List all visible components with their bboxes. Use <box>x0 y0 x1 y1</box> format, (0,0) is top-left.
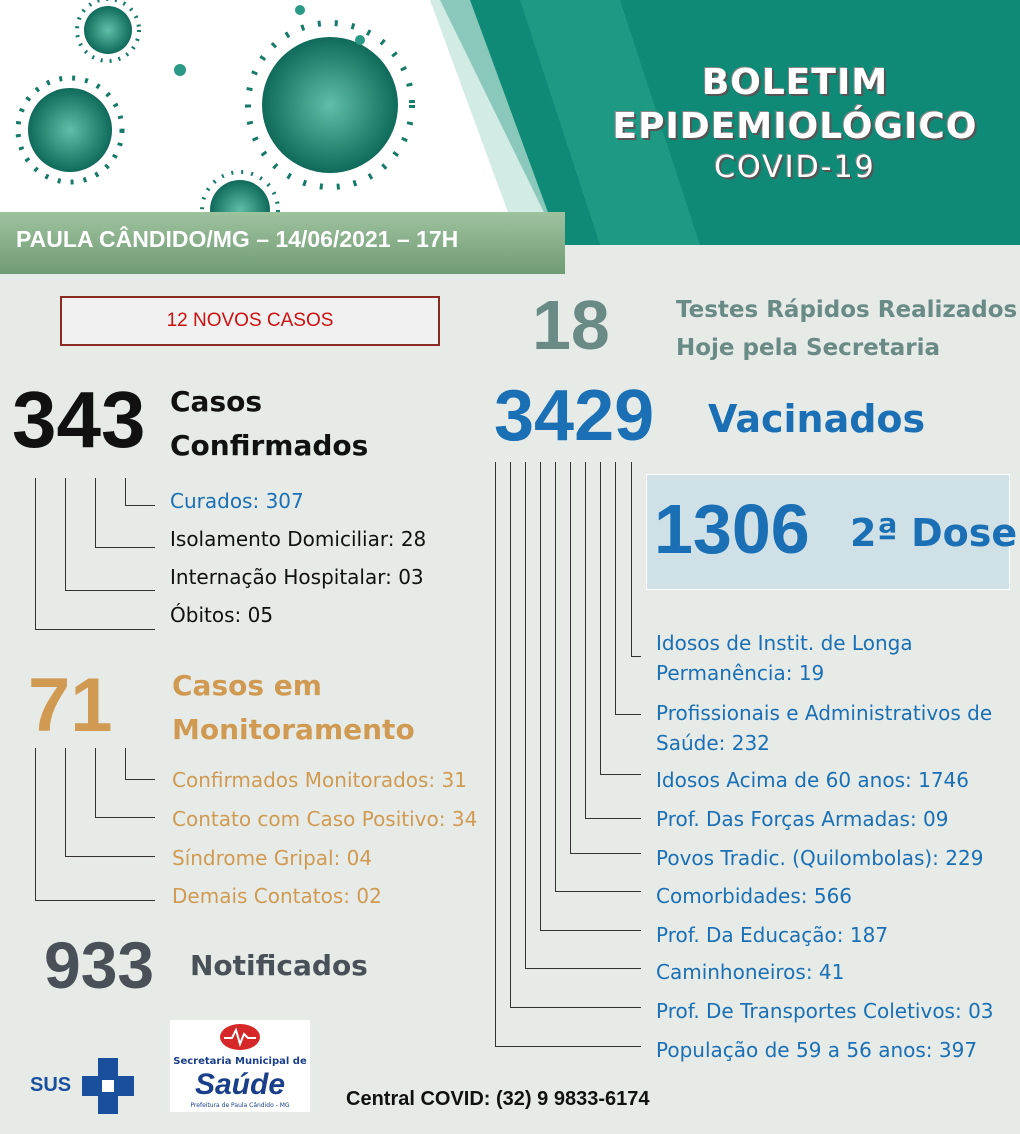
connector <box>510 1007 641 1008</box>
title-epidemiologico: EPIDEMIOLÓGICO <box>612 106 978 147</box>
connector <box>495 462 496 1047</box>
hospitalized-item: Internação Hospitalar: 03 <box>170 565 424 589</box>
heart-logo-icon <box>218 1022 262 1052</box>
header-banner <box>0 0 1020 245</box>
connector <box>95 817 155 818</box>
rapid-tests-label-2: Hoje pela Secretaria <box>676 335 941 361</box>
recovered-item: Curados: 307 <box>170 489 304 513</box>
sus-logo <box>30 1058 135 1116</box>
connector <box>125 779 155 780</box>
rapid-tests-count: 18 <box>532 286 610 364</box>
monitoring-label-1: Casos em <box>172 669 322 702</box>
connector <box>570 462 571 854</box>
sus-cross-icon <box>82 1058 134 1114</box>
connector <box>525 968 641 969</box>
secretaria-line-3: Prefeitura de Paula Cândido - MG <box>190 1102 290 1109</box>
other-contacts-item: Demais Contatos: 02 <box>172 884 382 908</box>
vaccinated-count: 3429 <box>494 376 655 456</box>
second-dose-label: 2ª Dose <box>850 511 1018 555</box>
connector <box>615 714 641 715</box>
confirmed-label-1: Casos <box>170 385 263 418</box>
second-dose-count: 1306 <box>654 490 810 568</box>
connector <box>631 656 641 657</box>
group-comorbidities: Comorbidades: 566 <box>656 884 853 908</box>
notified-count: 933 <box>44 928 155 1002</box>
secretaria-line-2: Saúde <box>194 1068 286 1101</box>
group-age-59-56: População de 59 a 56 anos: 397 <box>656 1038 978 1062</box>
notified-label: Notificados <box>190 949 368 982</box>
connector <box>600 774 641 775</box>
connector <box>570 853 641 854</box>
monitoring-count: 71 <box>28 663 113 748</box>
central-covid-phone: Central COVID: (32) 9 9833-6174 <box>346 1088 650 1110</box>
connector <box>65 590 155 591</box>
connector <box>585 818 641 819</box>
connector <box>95 478 96 548</box>
confirmed-label-2: Confirmados <box>170 429 369 462</box>
connector <box>125 748 126 780</box>
connector <box>540 930 641 931</box>
connector <box>585 462 586 819</box>
title-covid: COVID-19 <box>714 150 876 185</box>
deaths-item: Óbitos: 05 <box>170 603 274 627</box>
secretaria-line-1: Secretaria Municipal de <box>173 1056 307 1067</box>
title-boletim: BOLETIM <box>701 62 889 103</box>
monitoring-label-2: Monitoramento <box>172 713 415 746</box>
group-health-professionals: Profissionais e Administrativos de <box>656 701 993 725</box>
connector <box>555 891 641 892</box>
connector <box>65 478 66 591</box>
connector <box>510 462 511 1008</box>
flu-syndrome-item: Síndrome Gripal: 04 <box>172 846 373 870</box>
connector <box>495 1046 641 1047</box>
connector <box>35 478 36 630</box>
connector <box>35 629 155 630</box>
connector <box>125 505 155 506</box>
connector <box>35 900 155 901</box>
group-elderly-60: Idosos Acima de 60 anos: 1746 <box>656 768 969 792</box>
group-health-professionals-2: Saúde: 232 <box>656 731 770 755</box>
connector <box>615 462 616 715</box>
connector <box>125 478 126 506</box>
group-long-stay-elderly: Idosos de Instit. de Longa <box>656 631 913 655</box>
sus-logo-text: SUS <box>30 1074 72 1096</box>
confirmed-count: 343 <box>12 375 146 464</box>
connector <box>525 462 526 969</box>
monitored-confirmed-item: Confirmados Monitorados: 31 <box>172 768 467 792</box>
rapid-tests-label-1: Testes Rápidos Realizados <box>676 297 1018 323</box>
group-quilombolas: Povos Tradic. (Quilombolas): 229 <box>656 846 984 870</box>
secretaria-logo <box>170 1020 310 1112</box>
vaccinated-label: Vacinados <box>708 397 926 441</box>
connector <box>540 462 541 931</box>
group-armed-forces: Prof. Das Forças Armadas: 09 <box>656 807 949 831</box>
connector <box>65 748 66 857</box>
new-cases-label: 12 NOVOS CASOS <box>166 310 334 331</box>
connector <box>95 748 96 818</box>
home-isolation-item: Isolamento Domiciliar: 28 <box>170 527 427 551</box>
group-long-stay-elderly-2: Permanência: 19 <box>656 661 825 685</box>
connector <box>555 462 556 892</box>
connector <box>65 856 155 857</box>
group-transport: Prof. De Transportes Coletivos: 03 <box>656 999 994 1023</box>
connector <box>600 462 601 775</box>
positive-contact-item: Contato com Caso Positivo: 34 <box>172 807 478 831</box>
connector <box>631 462 632 657</box>
connector <box>95 547 155 548</box>
group-truckers: Caminhoneiros: 41 <box>656 960 845 984</box>
location-date: PAULA CÂNDIDO/MG – 14/06/2021 – 17H <box>16 226 459 252</box>
group-education: Prof. Da Educação: 187 <box>656 923 889 947</box>
connector <box>35 748 36 901</box>
